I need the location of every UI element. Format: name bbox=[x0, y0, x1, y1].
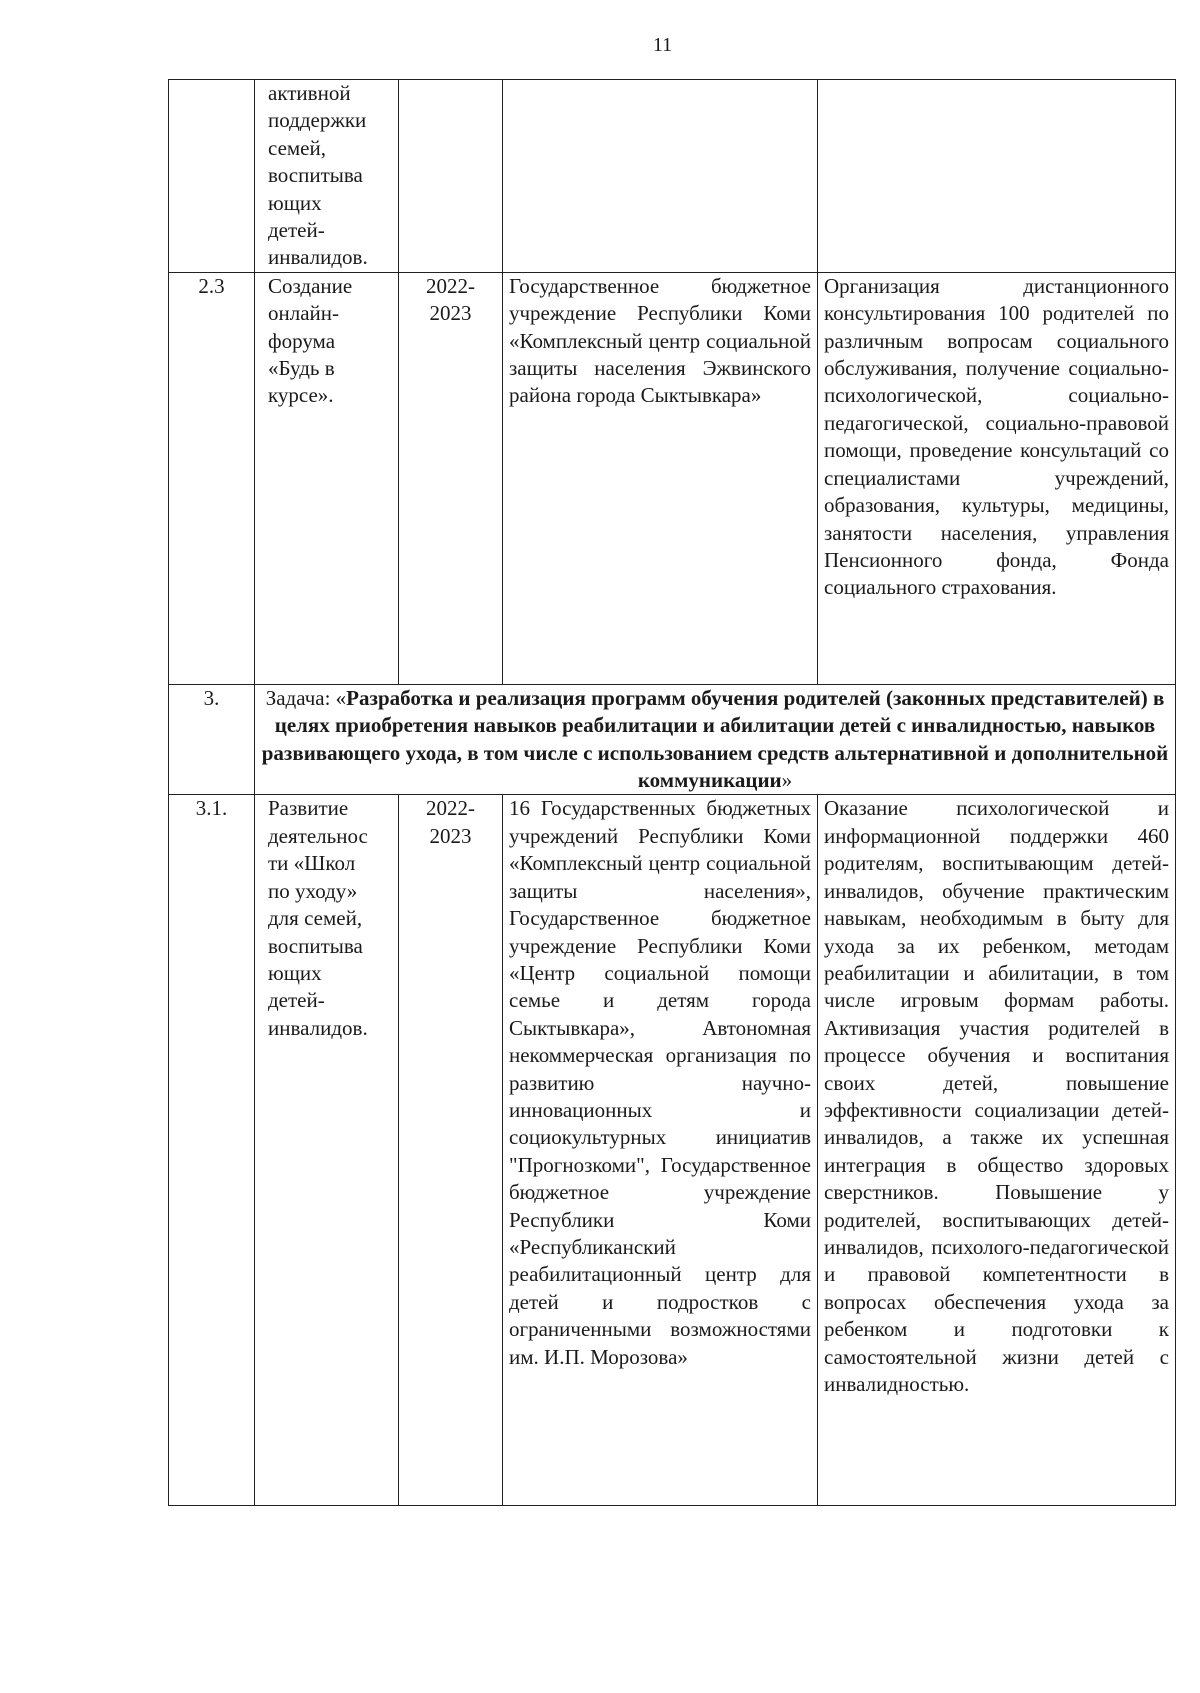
period-text: 2022- 2023 bbox=[426, 273, 475, 326]
event-text: активной поддержки семей, воспитыва ющих детей- инвалидов. bbox=[268, 81, 368, 270]
executor-cell bbox=[503, 80, 818, 273]
period-cell bbox=[399, 795, 503, 1506]
task-prefix: Задача: « bbox=[265, 685, 347, 710]
page-number: 11 bbox=[652, 34, 673, 56]
row-number bbox=[169, 80, 255, 273]
result-cell: Организация дистанционного консультирования 100 родителей по различным вопросам социального обслуживания, получение социально-психологической, социально-педагогической, социально-правовой помощи, проведение консультаций со специалистами учреждений, образования, культуры, медицины, занятости населения, управления Пенсионного фонда, Фонда социального страхования. bbox=[818, 272, 1176, 684]
event-cell bbox=[255, 80, 399, 273]
task-number: 3. bbox=[169, 684, 255, 795]
period-cell bbox=[399, 80, 503, 273]
task-suffix: » bbox=[781, 768, 793, 793]
table-row bbox=[169, 795, 1176, 1506]
period-text: 2022- 2023 bbox=[426, 796, 475, 848]
event-text: Развитие деятельнос ти «Школ по уходу» для семей, воспитыва ющих детей- инвалидов. bbox=[268, 796, 368, 1040]
result-cell: Оказание психологической и информационной поддержки 460 родителям, воспитывающим детей-инвалидов, обучение практическим навыкам, необходимым в быту для ухода за их ребенком, методам реабилитации и абилитации, в том числе игровым формам работы. Активизация участия родителей в процессе обучения и воспитания своих детей, повышение эффективности социализации детей-инвалидов, а также их успешная интеграция в общество здоровых сверстников. Повышение у родителей, воспитывающих детей-инвалидов, психолого-педагогической и правовой компетентности в вопросах обеспечения ухода за ребенком и подготовки к самостоятельной жизни детей с инвалидностью. bbox=[818, 795, 1176, 1506]
activities-table bbox=[168, 79, 1176, 1506]
table-row bbox=[169, 80, 1176, 273]
period-cell bbox=[399, 272, 503, 684]
task-cell bbox=[255, 684, 1176, 795]
event-cell bbox=[255, 272, 399, 684]
executor-cell: Государственное бюджетное учреждение Республики Коми «Комплексный центр социальной защиты населения Эжвинского района города Сыктывкара» bbox=[503, 272, 818, 684]
row-number: 3.1. bbox=[169, 795, 255, 1506]
task-title: Разработка и реализация программ обучения родителей (законных представителей) в целях приобретения навыков реабилитации и абилитации детей с инвалидностью, навыков развивающего ухода, в том числе с использованием средств альтернативной и дополнительной коммуникации bbox=[261, 685, 1169, 793]
event-text: Создание онлайн- форума «Будь в курсе». bbox=[268, 273, 353, 408]
executor-cell: 16 Государственных бюджетных учреждений Республики Коми «Комплексный центр социальной защиты населения», Государственное бюджетное учреждение Республики Коми «Центр социальной помощи семье и детям города Сыктывкара», Автономная некоммерческая организация по развитию научно-инновационных и социокультурных инициатив "Прогнозкоми", Государственное бюджетное учреждение Республики Коми «Республиканский реабилитационный центр для детей и подростков с ограниченными возможностями им. И.П. Морозова» bbox=[503, 795, 818, 1506]
event-cell bbox=[255, 795, 399, 1506]
result-cell bbox=[818, 80, 1176, 273]
table-row bbox=[169, 272, 1176, 684]
task-row bbox=[169, 684, 1176, 795]
row-number: 2.3 bbox=[169, 272, 255, 684]
